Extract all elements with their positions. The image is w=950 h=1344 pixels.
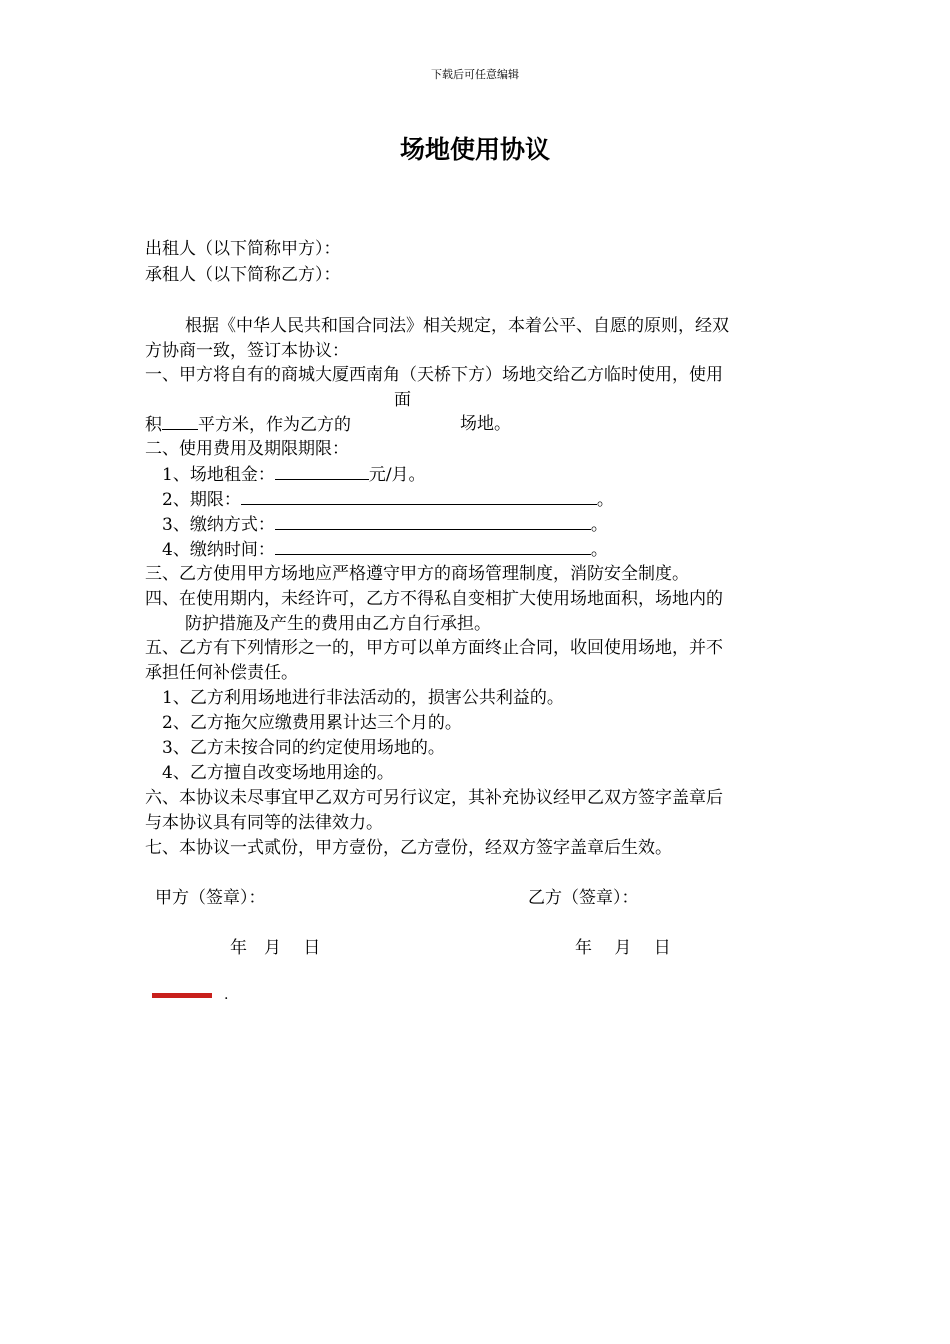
- clause1-area-suffix: 平方米，作为乙方的: [198, 415, 351, 435]
- clause1-line-2: [145, 413, 351, 436]
- clause7: 七、本协议一式贰份，甲方壹份，乙方壹份，经双方签字盖章后生效。: [145, 838, 672, 858]
- pay-method-end: 。: [590, 515, 608, 535]
- term-label: 2、期限：: [162, 490, 241, 510]
- clause1-ji: 积: [145, 415, 162, 435]
- lessor-line: 出租人（以下简称甲方）：: [145, 239, 341, 259]
- rent-unit: 元/月。: [368, 465, 426, 485]
- clause5-item-3: 3、乙方未按合同的约定使用场地的。: [162, 738, 445, 758]
- term-end: 。: [596, 490, 614, 510]
- lessee-line: 承租人（以下简称乙方）：: [145, 265, 341, 285]
- clause2-heading: 二、使用费用及期限期限：: [145, 439, 349, 459]
- pay-time-label: 4、缴纳时间：: [162, 540, 275, 560]
- term-blank: [241, 488, 597, 505]
- rent-blank: [275, 463, 369, 480]
- clause5-line-1: 五、乙方有下列情形之一的，甲方可以单方面终止合同，收回使用场地，并不: [145, 638, 723, 658]
- party-b-signature: 乙方（签章）：: [528, 888, 639, 908]
- red-bar-decoration: [152, 993, 212, 998]
- area-blank: [162, 413, 198, 430]
- pay-time-end: 。: [590, 540, 608, 560]
- clause1-changdi: 场地。: [460, 414, 511, 434]
- pay-method-blank: [275, 513, 591, 530]
- clause6-line-1: 六、本协议未尽事宜甲乙双方可另行议定，其补充协议经甲乙双方签字盖章后: [145, 788, 723, 808]
- party-a-signature: 甲方（签章）：: [155, 888, 266, 908]
- rent-line: [162, 463, 426, 486]
- party-a-date: 年 月 日: [230, 938, 321, 958]
- intro-line-2: 方协商一致，签订本协议：: [145, 341, 349, 361]
- clause3: 三、乙方使用甲方场地应严格遵守甲方的商场管理制度，消防安全制度。: [145, 564, 689, 584]
- rent-label: 1、场地租金：: [162, 465, 275, 485]
- party-b-date: 年 月 日: [575, 938, 671, 958]
- clause4-line-1: 四、在使用期内，未经许可，乙方不得私自变相扩大使用场地面积，场地内的: [145, 589, 723, 609]
- clause5-line-2: 承担任何补偿责任。: [145, 663, 298, 683]
- header-note: 下载后可任意编辑: [431, 68, 519, 81]
- footer-dot: .: [224, 987, 229, 1003]
- page-title: 场地使用协议: [399, 135, 550, 164]
- clause4-line-2: 防护措施及产生的费用由乙方自行承担。: [185, 614, 491, 634]
- clause5-item-1: 1、乙方利用场地进行非法活动的，损害公共利益的。: [162, 688, 564, 708]
- pay-time-blank: [275, 538, 591, 555]
- clause5-item-2: 2、乙方拖欠应缴费用累计达三个月的。: [162, 713, 462, 733]
- clause5-item-4: 4、乙方擅自改变场地用途的。: [162, 763, 394, 783]
- clause6-line-2: 与本协议具有同等的法律效力。: [145, 813, 383, 833]
- term-line: [162, 488, 614, 511]
- pay-method-line: [162, 513, 608, 536]
- pay-method-label: 3、缴纳方式：: [162, 515, 275, 535]
- pay-time-line: [162, 538, 608, 561]
- clause1-line-1: 一、甲方将自有的商城大厦西南角（天桥下方）场地交给乙方临时使用，使用: [145, 365, 723, 385]
- clause1-mian: 面: [394, 390, 411, 410]
- intro-line-1: 根据《中华人民共和国合同法》相关规定，本着公平、自愿的原则，经双: [185, 316, 729, 336]
